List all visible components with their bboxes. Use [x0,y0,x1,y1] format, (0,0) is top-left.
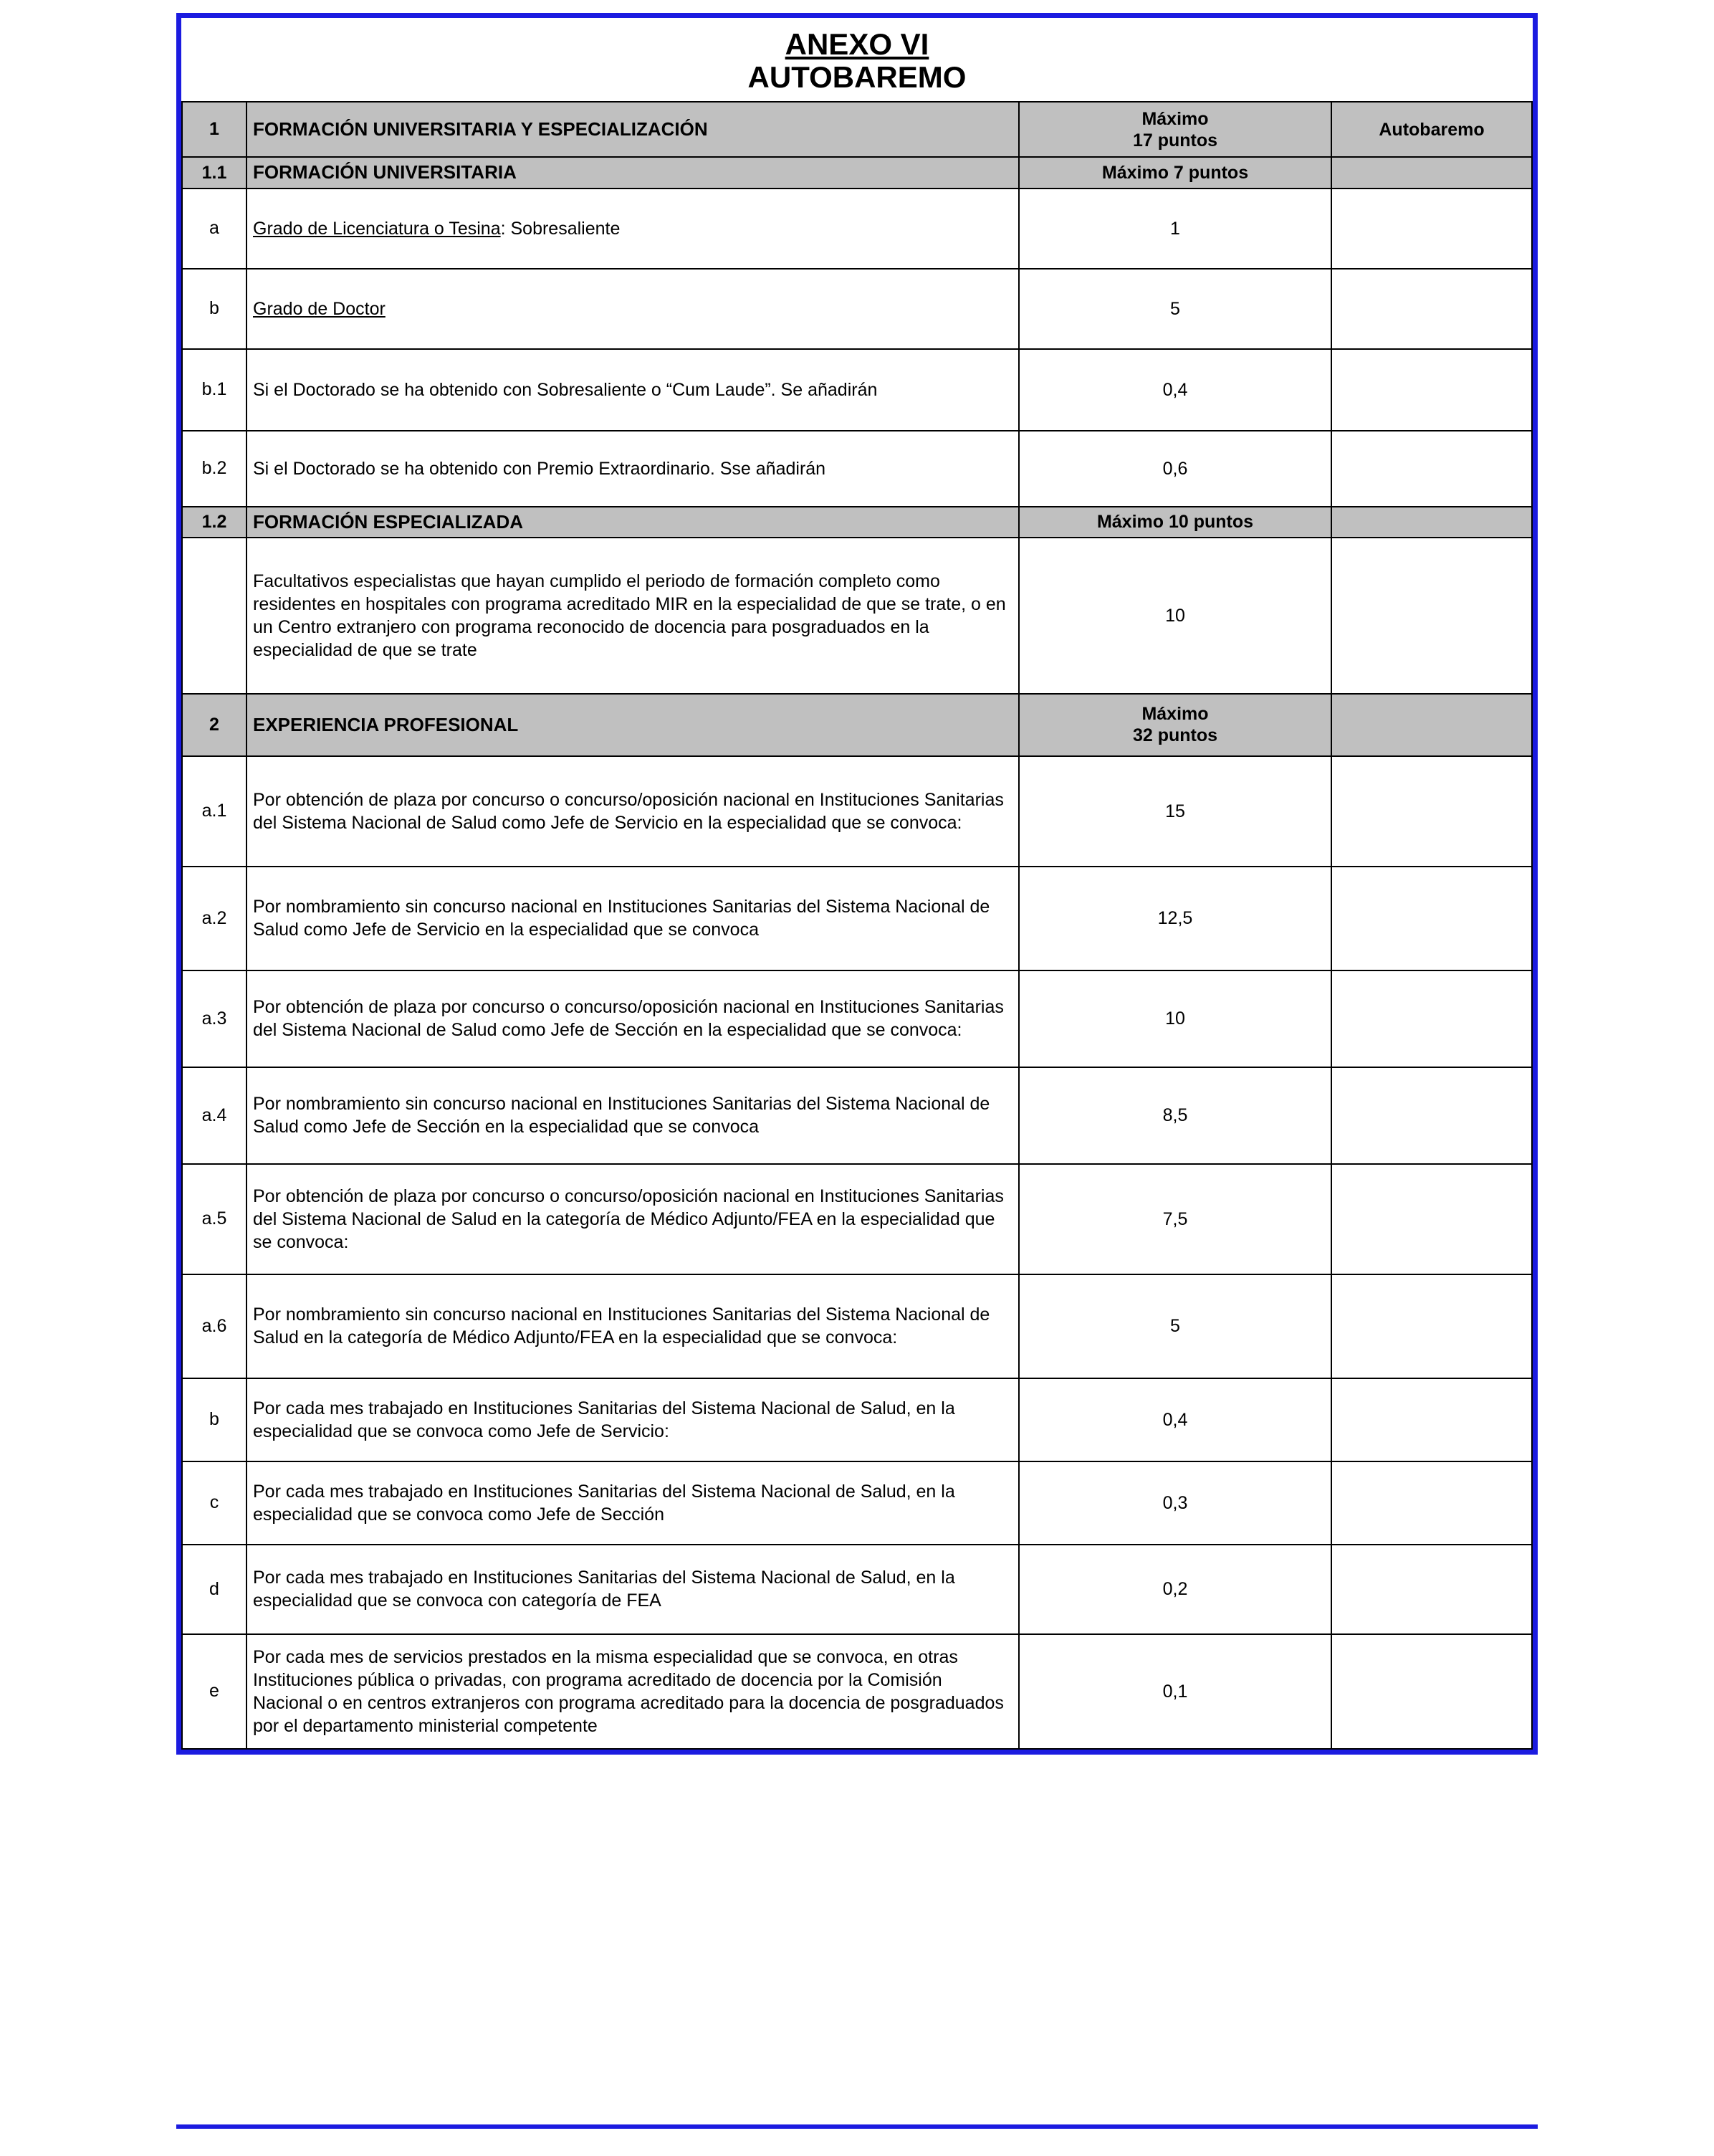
table-row-section-1 [182,102,1532,157]
row-desc: EXPERIENCIA PROFESIONAL [246,694,1019,756]
row-desc: FORMACIÓN ESPECIALIZADA [246,507,1019,538]
row-desc: Si el Doctorado se ha obtenido con Premio Extraordinario. Sse añadirán [246,431,1019,507]
row-autobaremo-cell [1331,349,1532,431]
row-code: 2 [182,694,246,756]
row-points: 5 [1019,1274,1331,1378]
table-row-a3 [182,970,1532,1067]
row-autobaremo-cell [1331,189,1532,269]
table-row-e-other-services [182,1634,1532,1749]
row-autobaremo-cell [1331,867,1532,970]
row-desc: Si el Doctorado se ha obtenido con Sobresaliente o “Cum Laude”. Se añadirán [246,349,1019,431]
row-points: 7,5 [1019,1164,1331,1274]
row-desc: Por obtención de plaza por concurso o concurso/oposición nacional en Instituciones Sanitarias del Sistema Nacional de Salud como Jefe de Servicio en la especialidad que se convoca: [246,756,1019,867]
row-points: 10 [1019,970,1331,1067]
table-row-d-monthly [182,1545,1532,1634]
row-code: a.3 [182,970,246,1067]
row-points: 15 [1019,756,1331,867]
row-code: 1.2 [182,507,246,538]
row-autobaremo-cell [1331,538,1532,694]
desc-underlined: Grado de Doctor [253,298,386,319]
row-desc [246,269,1019,349]
table-row-b2 [182,431,1532,507]
row-autobaremo-cell [1331,694,1532,756]
table-row-section-2 [182,694,1532,756]
row-points: Máximo 10 puntos [1019,507,1331,538]
row-code: a.4 [182,1067,246,1164]
table-row-b1 [182,349,1532,431]
row-desc: Facultativos especialistas que hayan cumplido el periodo de formación completo como residentes en hospitales con programa acreditado MIR en la especialidad de que se trate, o en un Centro extranjero con programa reconocido de docencia para posgraduados en la especialidad de que se trate [246,538,1019,694]
row-code: b [182,1378,246,1461]
row-code: b.1 [182,349,246,431]
row-points: Máximo 7 puntos [1019,157,1331,188]
document-sheet [176,13,1538,1755]
row-autobaremo-cell [1331,1461,1532,1545]
row-code: a.2 [182,867,246,970]
desc-underlined: Grado de Licenciatura o Tesina [253,218,501,239]
table-row-c-monthly [182,1461,1532,1545]
row-autobaremo-cell [1331,1545,1532,1634]
autobaremo-table [181,101,1533,1750]
row-desc [246,189,1019,269]
table-row-a5 [182,1164,1532,1274]
row-points: 0,4 [1019,1378,1331,1461]
row-points: 0,2 [1019,1545,1331,1634]
row-points: 0,4 [1019,349,1331,431]
row-autobaremo-cell [1331,1067,1532,1164]
row-points: 8,5 [1019,1067,1331,1164]
row-code: e [182,1634,246,1749]
row-desc: FORMACIÓN UNIVERSITARIA [246,157,1019,188]
table-row-section-1-1 [182,157,1532,188]
row-code [182,538,246,694]
row-desc: Por cada mes trabajado en Instituciones Sanitarias del Sistema Nacional de Salud, en la especialidad que se convoca como Jefe de Sección [246,1461,1019,1545]
row-autobaremo-cell [1331,1164,1532,1274]
row-desc: Por nombramiento sin concurso nacional en Instituciones Sanitarias del Sistema Nacional de Salud en la categoría de Médico Adjunto/FEA en la especialidad que se convoca: [246,1274,1019,1378]
row-code: 1.1 [182,157,246,188]
row-autobaremo-cell [1331,756,1532,867]
row-code: b.2 [182,431,246,507]
document-subtitle: AUTOBAREMO [747,60,967,95]
row-autobaremo-cell [1331,1378,1532,1461]
row-desc: Por cada mes de servicios prestados en la misma especialidad que se convoca, en otras Instituciones pública o privadas, con programa acreditado de docencia por la Comisión Nacional o en centros extranjeros con programa acreditado para la docencia de posgraduados por el departamento ministerial competente [246,1634,1019,1749]
row-autobaremo-cell [1331,157,1532,188]
row-points: 12,5 [1019,867,1331,970]
row-desc: Por nombramiento sin concurso nacional en Instituciones Sanitarias del Sistema Nacional de Salud como Jefe de Sección en la especialidad que se convoca [246,1067,1019,1164]
row-autobaremo-cell [1331,970,1532,1067]
next-page-top-border [176,2124,1538,2129]
table-row-a1 [182,756,1532,867]
row-autobaremo-cell [1331,507,1532,538]
row-desc: Por cada mes trabajado en Instituciones Sanitarias del Sistema Nacional de Salud, en la especialidad que se convoca con categoría de FEA [246,1545,1019,1634]
table-row-a6 [182,1274,1532,1378]
row-desc: FORMACIÓN UNIVERSITARIA Y ESPECIALIZACIÓN [246,102,1019,157]
table-row-a2 [182,867,1532,970]
row-points: 1 [1019,189,1331,269]
row-code: d [182,1545,246,1634]
table-row-b [182,269,1532,349]
row-autobaremo-cell [1331,1274,1532,1378]
table-row-a4 [182,1067,1532,1164]
row-code: b [182,269,246,349]
points-line1: Máximo [1141,108,1209,129]
row-autobaremo-cell [1331,269,1532,349]
document-header [181,18,1533,101]
table-row-mir [182,538,1532,694]
row-points [1019,694,1331,756]
row-points: 5 [1019,269,1331,349]
row-desc: Por nombramiento sin concurso nacional en Instituciones Sanitarias del Sistema Nacional de Salud como Jefe de Servicio en la especialidad que se convoca [246,867,1019,970]
row-points: 0,6 [1019,431,1331,507]
row-points: 0,3 [1019,1461,1331,1545]
row-desc: Por cada mes trabajado en Instituciones Sanitarias del Sistema Nacional de Salud, en la especialidad que se convoca como Jefe de Servicio: [246,1378,1019,1461]
autobaremo-column-header: Autobaremo [1331,102,1532,157]
points-line2: 32 puntos [1132,725,1218,746]
row-desc: Por obtención de plaza por concurso o concurso/oposición nacional en Instituciones Sanitarias del Sistema Nacional de Salud como Jefe de Sección en la especialidad que se convoca: [246,970,1019,1067]
row-autobaremo-cell [1331,431,1532,507]
table-row-b-monthly [182,1378,1532,1461]
document-title: ANEXO VI [785,27,929,61]
table-row-a [182,189,1532,269]
row-points [1019,102,1331,157]
desc-rest: : Sobresaliente [500,218,621,239]
row-code: a.5 [182,1164,246,1274]
table-row-section-1-2 [182,507,1532,538]
row-code: a [182,189,246,269]
row-code: a.1 [182,756,246,867]
row-code: 1 [182,102,246,157]
row-desc: Por obtención de plaza por concurso o concurso/oposición nacional en Instituciones Sanitarias del Sistema Nacional de Salud en la categoría de Médico Adjunto/FEA en la especialidad que se convoca: [246,1164,1019,1274]
row-points: 10 [1019,538,1331,694]
points-line1: Máximo [1141,704,1209,725]
row-code: c [182,1461,246,1545]
points-line2: 17 puntos [1132,130,1218,151]
row-code: a.6 [182,1274,246,1378]
row-points: 0,1 [1019,1634,1331,1749]
row-autobaremo-cell [1331,1634,1532,1749]
